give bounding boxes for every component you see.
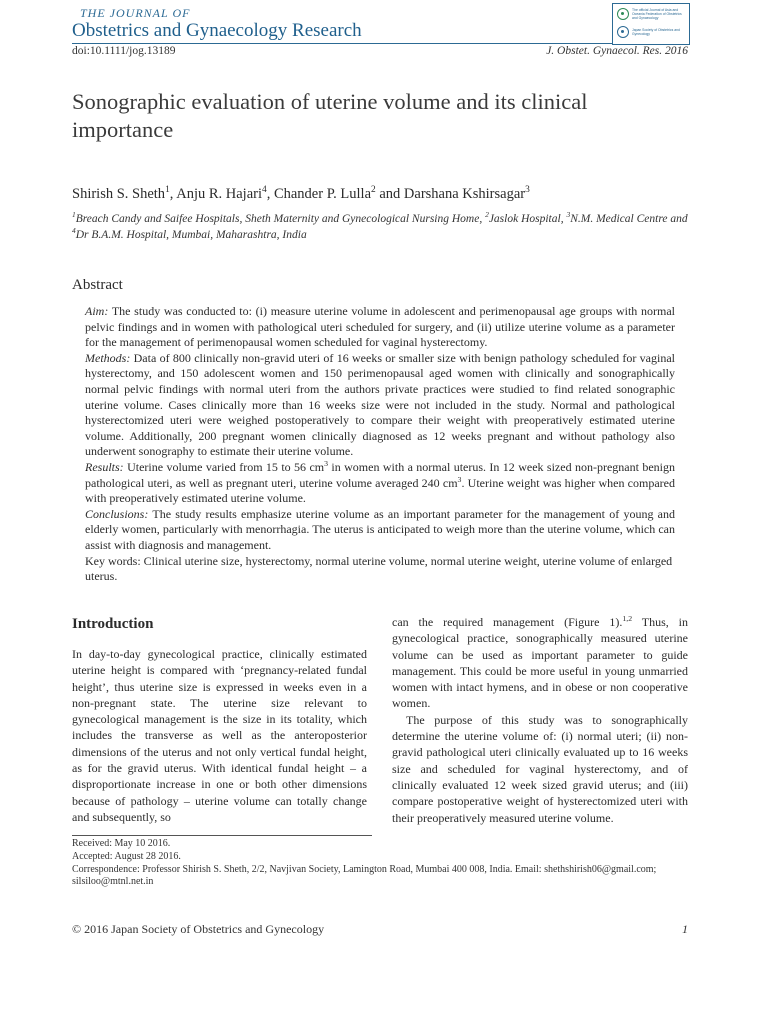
keywords-text: Clinical uterine size, hysterectomy, normal uterine volume, normal uterine weight, uterine volume of enlarged uterus. [85, 553, 673, 584]
abstract-conclusions [85, 507, 675, 554]
author-separator: , [266, 186, 274, 202]
affiliation-mark: 3 [566, 210, 571, 220]
abstract-keywords [85, 554, 675, 585]
author-name: Shirish S. Sheth [72, 186, 166, 202]
author-list [72, 186, 530, 203]
affiliations [72, 212, 692, 243]
citation-superscript: 1,2 [622, 614, 633, 623]
page-number: 1 [682, 922, 688, 936]
intro-paragraph: The purpose of this study was to sonographically determine the uterine volume of: (i) normal uteri; (ii) non-gravid pathological uteri clinically evaluated up to 16 weeks size and scheduled for vaginal hysterectomy, and of clinically evaluated 12 week sized gravid uterus; and (iii) compare postoperative weight of hysterectomized uteri with their preoperatively measured uterine volume. [392, 712, 688, 825]
logo-caption-aofog: The official Journal of Asia and Oceania Federation of Obstetrics and Gynaecology [632, 8, 682, 20]
abstract-aim [85, 304, 675, 351]
author-name: Darshana Kshirsagar [403, 186, 526, 202]
header-rule [72, 43, 612, 44]
doi: doi:10.1111/jog.13189 [72, 45, 176, 57]
author-separator: , [169, 186, 177, 202]
aofog-seal-icon [617, 8, 629, 20]
abstract-text: The study was conducted to: (i) measure uterine volume in adolescent and perimenopausal age groups with normal pelvic findings and in women with pathological uteri scheduled for surgery, and (ii) utilize uterine volume as a parameter for the management of perimenopausal women scheduled for vaginal hysterectomy. [85, 304, 675, 350]
footnote-rule [72, 835, 372, 836]
abstract-text: Uterine volume varied from 15 to 56 cm [123, 459, 325, 474]
unit-superscript: 3 [324, 458, 329, 468]
abstract-text: in women with a normal uterus. In 12 week sized non-pregnant benign pathological uteri, as well as pregnant uteri, uterine volume averaged 240 cm [85, 459, 675, 490]
affiliation-text: Dr B.A.M. Hospital, Mumbai, Maharashtra, India [75, 228, 307, 241]
author-affiliation-mark: 4 [262, 185, 267, 196]
abstract-text: The study results emphasize uterine volume as an important parameter for the management of young and elderly women, particularly with menorrhagia. The uterus is anticipated to weigh more than the uterine volume, which can assist with diagnosis and management. [85, 506, 675, 552]
abstract-results [85, 460, 675, 507]
journal-name: Obstetrics and Gynaecology Research [72, 20, 362, 41]
abstract-label: Methods: [85, 350, 131, 365]
correspondence: Correspondence: Professor Shirish S. Sheth, 2/2, Navjivan Society, Lamington Road, Mumbai 400 008, India. Email: shethshirish06@gmail.com; silsiloo@mtnl.net.in [72, 863, 657, 888]
abstract-methods [85, 351, 675, 460]
author-separator: and [375, 186, 404, 202]
abstract-text: Data of 800 clinically non-gravid uteri of 16 weeks or smaller size with benign pathology scheduled for vaginal hysterectomy, and 150 adolescent women and 150 perimenopausal aged women with clinically and sonographically normal pelvic findings with normal uteri from the authors private practices were studied to find related sonographic uterine volume. Cases clinically more than 16 weeks size were not included in the study. Normal and pathological hysterectomized uteri were weighed postoperatively to compare their weight with preoperatively estimated uterine volume. Additionally, 200 pregnant women clinically diagnosed as 12 weeks pregnant and without pathology also underwent sonography to estimate their uterine volume. [85, 350, 675, 459]
author-name: Anju R. Hajari [176, 186, 262, 202]
abstract-label: Aim: [85, 304, 109, 318]
author-affiliation-mark: 1 [165, 185, 170, 196]
jsog-seal-icon [617, 26, 629, 38]
copyright: © 2016 Japan Society of Obstetrics and Gynecology [72, 922, 325, 936]
abstract-text: . Uterine weight was higher when compared with preoperatively estimated uterine volume. [85, 475, 675, 506]
abstract-label: Results: [85, 459, 124, 474]
intro-text: can the required management (Figure 1). [392, 615, 623, 629]
affiliation-mark: 1 [72, 210, 76, 220]
journal-name-small: THE JOURNAL OF [80, 6, 191, 20]
affiliation-text: Jaslok Hospital, [488, 213, 567, 225]
author-affiliation-mark: 2 [371, 185, 376, 196]
affiliation-mark: 4 [72, 225, 76, 235]
intro-text: Thus, in gynecological practice, sonographically measured uterine volume can be used as important parameter to guide management. This could be more useful in young unmarried women with intact hymens, and in obese or non cooperative women. [392, 615, 688, 711]
unit-superscript: 3 [457, 474, 462, 484]
journal-citation: J. Obstet. Gynaecol. Res. 2016 [546, 45, 688, 57]
affiliation-mark: 2 [485, 210, 489, 220]
affiliation-text: N.M. Medical Centre and [570, 213, 688, 225]
intro-right-column [392, 614, 688, 826]
intro-left-column [72, 646, 367, 825]
received-date: Received: May 10 2016. [72, 838, 171, 849]
abstract-heading: Abstract [72, 277, 123, 293]
author-name: Chander P. Lulla [273, 186, 372, 202]
intro-paragraph: In day-to-day gynecological practice, clinically estimated uterine height is compared with ‘pregnancy-related fundal height’, thus uterine size is expressed in weeks even in a non-pregnant state. The uterine size relevant to gynecological management is the size in its totality, which includes the transverse as well as the anteroposterior dimensions of the uterus and not only vertical fundal height, as for the gravid uterus. With identical fundal height – a disproportionate increase in one or both other dimensions because of pathology – uterine volume can totally change and subsequently, so [72, 647, 367, 824]
introduction-heading: Introduction [72, 616, 154, 632]
accepted-date: Accepted: August 28 2016. [72, 850, 181, 862]
article-title: Sonographic evaluation of uterine volume and its clinical importance [72, 89, 588, 142]
logo-caption-jsog: Japan Society of Obstetrics and Gynecology [632, 28, 680, 36]
intro-paragraph [392, 614, 688, 712]
abstract-label: Conclusions: [85, 506, 149, 521]
society-logos [612, 3, 690, 45]
keywords-label: Key words: [85, 553, 141, 568]
abstract-body [85, 304, 675, 585]
footnotes [72, 838, 692, 889]
affiliation-text: Breach Candy and Saifee Hospitals, Sheth Maternity and Gynecological Nursing Home, [75, 213, 486, 225]
author-affiliation-mark: 3 [525, 185, 530, 196]
